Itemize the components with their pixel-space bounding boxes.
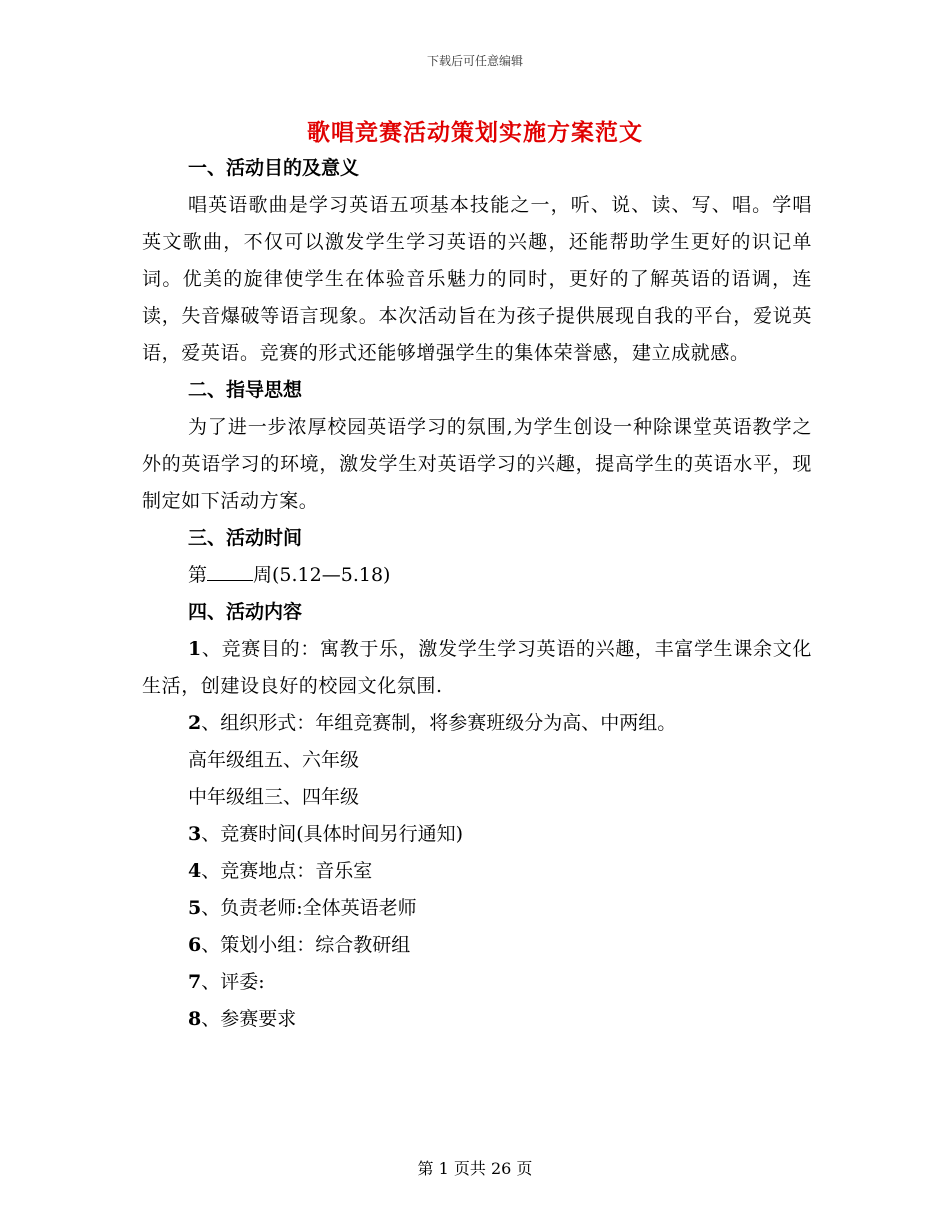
item-text: 、参赛要求: [201, 1008, 297, 1030]
content-item-6: [142, 927, 812, 964]
content-item-2: [142, 705, 812, 742]
time-suffix: 周(5.12—5.18): [253, 564, 391, 586]
group-mid: 中年级组三、四年级: [188, 786, 360, 808]
content-item-5: [142, 890, 812, 927]
section-heading-time: 三、活动时间: [188, 527, 303, 549]
item-text: 、负责老师:全体英语老师: [201, 897, 417, 919]
item-number: 6: [188, 934, 202, 956]
section-heading-content: 四、活动内容: [188, 601, 303, 623]
item-text: 、竞赛时间(具体时间另行通知): [201, 823, 464, 845]
item-text: 、评委:: [201, 971, 265, 993]
header-note: 下载后可任意编辑: [426, 54, 523, 68]
item-number: 3: [188, 823, 202, 845]
item-number: 1: [188, 638, 202, 660]
content-item-8: [142, 1001, 812, 1038]
content-item-1: [142, 631, 812, 705]
item-number: 4: [188, 860, 202, 882]
item-text: 、竞赛目的：寓教于乐，激发学生学习英语的兴趣，丰富学生课余文化生活，创建设良好的校园文化氛围.: [142, 638, 812, 697]
group-high: 高年级组五、六年级: [188, 749, 360, 771]
blank-underline: [207, 562, 253, 581]
content-item-3: [142, 816, 812, 853]
item-number: 2: [188, 712, 202, 734]
page-footer: 第 1 页共 26 页: [417, 1159, 533, 1178]
item-number: 5: [188, 897, 202, 919]
time-prefix: 第: [188, 564, 208, 586]
section-paragraph-guiding-idea: 为了进一步浓厚校园英语学习的氛围,为学生创设一种除课堂英语教学之外的英语学习的环境，激发学生对英语学习的兴趣，提高学生的英语水平，现制定如下活动方案。: [142, 416, 812, 512]
item-number: 7: [188, 971, 202, 993]
item-text: 、竞赛地点：音乐室: [201, 860, 373, 882]
content-item-4: [142, 853, 812, 890]
document-title: 歌唱竞赛活动策划实施方案范文: [307, 119, 643, 146]
document-body: [142, 150, 812, 1038]
section-heading-purpose: 一、活动目的及意义: [188, 157, 360, 179]
item-text: 、策划小组：综合教研组: [201, 934, 411, 956]
section-paragraph-purpose: 唱英语歌曲是学习英语五项基本技能之一，听、说、读、写、唱。学唱英文歌曲，不仅可以激发学生学习英语的兴趣，还能帮助学生更好的识记单词。优美的旋律使学生在体验音乐魅力的同时，更好的了解英语的语调，连读，失音爆破等语言现象。本次活动旨在为孩子提供展现自我的平台，爱说英语，爱英语。竞赛的形式还能够增强学生的集体荣誉感，建立成就感。: [142, 194, 812, 364]
section-heading-guiding-idea: 二、指导思想: [188, 379, 303, 401]
item-text: 、组织形式：年组竞赛制，将参赛班级分为高、中两组。: [201, 712, 677, 734]
item-number: 8: [188, 1008, 202, 1030]
activity-time-line: [142, 557, 812, 594]
content-item-7: [142, 964, 812, 1001]
